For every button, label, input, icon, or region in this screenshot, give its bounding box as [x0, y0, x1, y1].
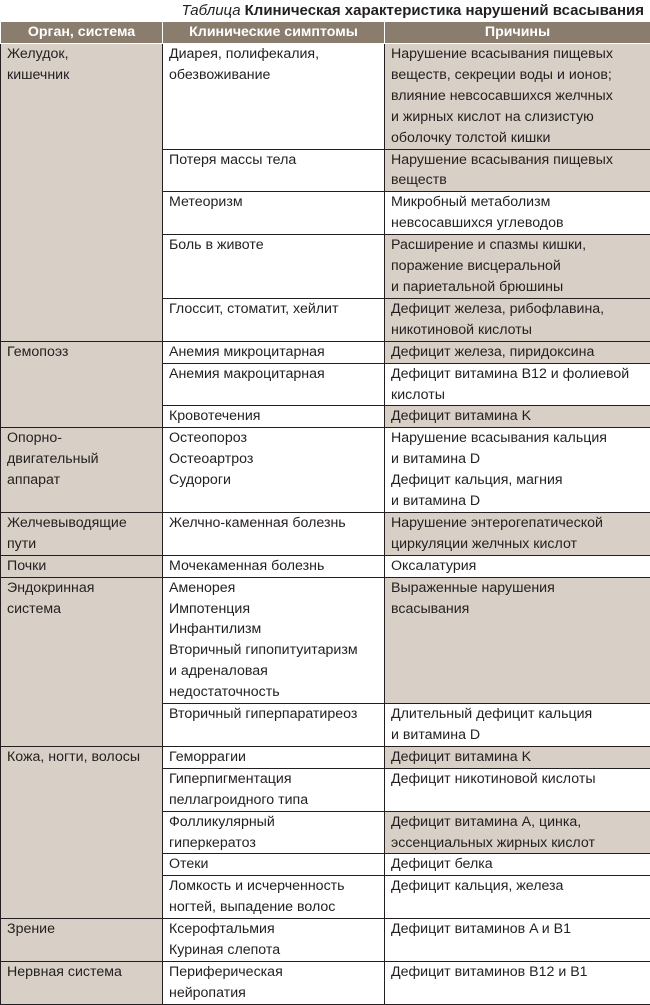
cause-cell	[385, 854, 650, 876]
cause-text: невсосавшихся углеводов	[391, 213, 646, 234]
symptom-cell	[163, 577, 385, 703]
cause-text: Микробный метаболизм	[391, 192, 646, 213]
symptom-text: Анемия макроцитарная	[169, 364, 380, 385]
symptom-text: Ломкость и исчерченность	[169, 876, 380, 897]
cause-cell	[385, 811, 650, 854]
organ-cell	[1, 961, 163, 1004]
cause-text: Дефицит витамина B12 и фолиевой	[391, 364, 646, 385]
cause-cell	[385, 363, 650, 406]
table-caption	[0, 0, 650, 22]
cause-text: Нарушение всасывания кальция	[391, 428, 646, 449]
symptom-text: Остеопороз	[169, 428, 380, 449]
cause-text: веществ, секреции воды и ионов;	[391, 65, 646, 86]
symptom-text: Импотенция	[169, 599, 380, 620]
symptom-text: Кровотечения	[169, 406, 380, 427]
symptom-text: Диарея, полифекалия,	[169, 44, 380, 65]
organ-text: Желчевыводящие	[7, 513, 158, 534]
symptom-text: Вторичный гипопитуитаризм	[169, 640, 380, 661]
cause-text: и витамина D	[391, 491, 646, 512]
organ-text: Кожа, ногти, волосы	[7, 747, 158, 768]
organ-text: система	[7, 599, 158, 620]
symptom-text: Желчно-каменная болезнь	[169, 513, 380, 534]
symptom-cell	[163, 811, 385, 854]
cause-cell	[385, 512, 650, 555]
cause-text: Дефицит никотиновой кислоты	[391, 769, 646, 790]
symptom-text: Периферическая	[169, 962, 380, 983]
symptom-cell	[163, 192, 385, 235]
cause-cell	[385, 919, 650, 962]
header-organ: Орган, система	[1, 22, 163, 44]
cause-text: Оксалатурия	[391, 556, 646, 577]
cause-cell	[385, 235, 650, 299]
cause-text: Расширение и спазмы кишки,	[391, 235, 646, 256]
header-symptoms: Клинические симптомы	[163, 22, 385, 44]
organ-cell	[1, 44, 163, 342]
malabsorption-table	[0, 22, 650, 1005]
symptom-text: Мочекаменная болезнь	[169, 556, 380, 577]
organ-text: пути	[7, 534, 158, 555]
table-row	[1, 919, 650, 962]
symptom-text: Инфантилизм	[169, 619, 380, 640]
organ-text: аппарат	[7, 470, 158, 491]
table-row	[1, 44, 650, 150]
symptom-text: Фолликулярный	[169, 812, 380, 833]
organ-text: кишечник	[7, 65, 158, 86]
organ-text: Желудок,	[7, 44, 158, 65]
symptom-text: Глоссит, стоматит, хейлит	[169, 299, 380, 320]
symptom-cell	[163, 235, 385, 299]
symptom-text: Отеки	[169, 854, 380, 875]
table-row	[1, 341, 650, 363]
symptom-cell	[163, 919, 385, 962]
symptom-text: пеллагроидного типа	[169, 790, 380, 811]
symptom-text: Метеоризм	[169, 192, 380, 213]
table-row	[1, 746, 650, 768]
cause-text: поражение висцеральной	[391, 256, 646, 277]
symptom-cell	[163, 746, 385, 768]
cause-text: Дефицит белка	[391, 854, 646, 875]
organ-text: Гемопоэз	[7, 342, 158, 363]
symptom-text: Боль в животе	[169, 235, 380, 256]
cause-cell	[385, 876, 650, 919]
cause-text: Нарушение всасывания пищевых	[391, 150, 646, 171]
cause-text: никотиновой кислоты	[391, 320, 646, 341]
symptom-cell	[163, 341, 385, 363]
symptom-cell	[163, 44, 385, 150]
symptom-text: Гиперпигментация	[169, 769, 380, 790]
symptom-cell	[163, 363, 385, 406]
cause-text: веществ	[391, 170, 646, 191]
symptom-text: гиперкератоз	[169, 833, 380, 854]
symptom-text: Аменорея	[169, 578, 380, 599]
symptom-cell	[163, 854, 385, 876]
cause-text: и витамина D	[391, 725, 646, 746]
header-causes: Причины	[385, 22, 650, 44]
cause-text: Нарушение энтерогепатической	[391, 513, 646, 534]
cause-cell	[385, 44, 650, 150]
symptom-text: Остеоартроз	[169, 449, 380, 470]
symptom-text: обезвоживание	[169, 65, 380, 86]
cause-cell	[385, 577, 650, 703]
organ-cell	[1, 746, 163, 918]
table-row	[1, 428, 650, 513]
cause-text: Дефицит витамина A, цинка,	[391, 812, 646, 833]
table-row	[1, 555, 650, 577]
cause-text: эссенциальных жирных кислот	[391, 833, 646, 854]
symptom-cell	[163, 704, 385, 747]
symptom-cell	[163, 876, 385, 919]
cause-text: Дефицит витаминов B12 и B1	[391, 962, 646, 983]
caption-title: Клиническая характеристика нарушений всасывания	[245, 2, 644, 19]
cause-text: Дефицит витамина K	[391, 406, 646, 427]
organ-cell	[1, 919, 163, 962]
organ-text: Опорно-	[7, 428, 158, 449]
table-body	[1, 44, 650, 1005]
cause-cell	[385, 704, 650, 747]
symptom-text: Анемия микроцитарная	[169, 342, 380, 363]
symptom-cell	[163, 298, 385, 341]
cause-cell	[385, 768, 650, 811]
cause-text: и париетальной брюшины	[391, 277, 646, 298]
symptom-cell	[163, 149, 385, 192]
symptom-text: Куриная слепота	[169, 940, 380, 961]
cause-text: Выраженные нарушения	[391, 578, 646, 599]
organ-cell	[1, 555, 163, 577]
symptom-cell	[163, 961, 385, 1004]
symptom-text: Потеря массы тела	[169, 150, 380, 171]
symptom-text: Судороги	[169, 470, 380, 491]
cause-cell	[385, 298, 650, 341]
table-row	[1, 512, 650, 555]
cause-text: Дефицит витамина K	[391, 747, 646, 768]
cause-cell	[385, 428, 650, 513]
header-row	[1, 22, 650, 44]
symptom-cell	[163, 428, 385, 513]
cause-text: всасывания	[391, 599, 646, 620]
organ-cell	[1, 428, 163, 513]
cause-cell	[385, 406, 650, 428]
cause-text: оболочку толстой кишки	[391, 128, 646, 149]
symptom-text: Вторичный гиперпаратиреоз	[169, 704, 380, 725]
cause-text: Дефицит кальция, железа	[391, 876, 646, 897]
symptom-text: Геморрагии	[169, 747, 380, 768]
cause-text: влияние невсосавшихся желчных	[391, 86, 646, 107]
cause-text: Дефицит железа, рибофлавина,	[391, 299, 646, 320]
cause-cell	[385, 555, 650, 577]
cause-text: Дефицит железа, пиридоксина	[391, 342, 646, 363]
symptom-text: Ксерофтальмия	[169, 919, 380, 940]
symptom-text: ногтей, выпадение волос	[169, 897, 380, 918]
cause-text: Дефицит витаминов A и B1	[391, 919, 646, 940]
organ-text: Зрение	[7, 919, 158, 940]
symptom-text: и адреналовая	[169, 661, 380, 682]
organ-cell	[1, 341, 163, 428]
symptom-cell	[163, 406, 385, 428]
organ-text: двигательный	[7, 449, 158, 470]
cause-cell	[385, 961, 650, 1004]
cause-text: и жирных кислот на слизистую	[391, 107, 646, 128]
cause-text: Дефицит кальция, магния	[391, 470, 646, 491]
organ-text: Почки	[7, 556, 158, 577]
table-row	[1, 961, 650, 1004]
symptom-cell	[163, 555, 385, 577]
symptom-text: недостаточность	[169, 682, 380, 703]
table-row	[1, 577, 650, 703]
cause-text: Длительный дефицит кальция	[391, 704, 646, 725]
organ-text: Нервная система	[7, 962, 158, 983]
symptom-cell	[163, 768, 385, 811]
cause-cell	[385, 192, 650, 235]
symptom-text: нейропатия	[169, 983, 380, 1004]
organ-text: Эндокринная	[7, 578, 158, 599]
symptom-cell	[163, 512, 385, 555]
caption-label: Таблица	[181, 2, 240, 19]
cause-text: Нарушение всасывания пищевых	[391, 44, 646, 65]
cause-text: кислоты	[391, 385, 646, 406]
cause-cell	[385, 341, 650, 363]
organ-cell	[1, 512, 163, 555]
cause-text: и витамина D	[391, 449, 646, 470]
organ-cell	[1, 577, 163, 746]
cause-cell	[385, 149, 650, 192]
cause-cell	[385, 746, 650, 768]
cause-text: циркуляции желчных кислот	[391, 534, 646, 555]
